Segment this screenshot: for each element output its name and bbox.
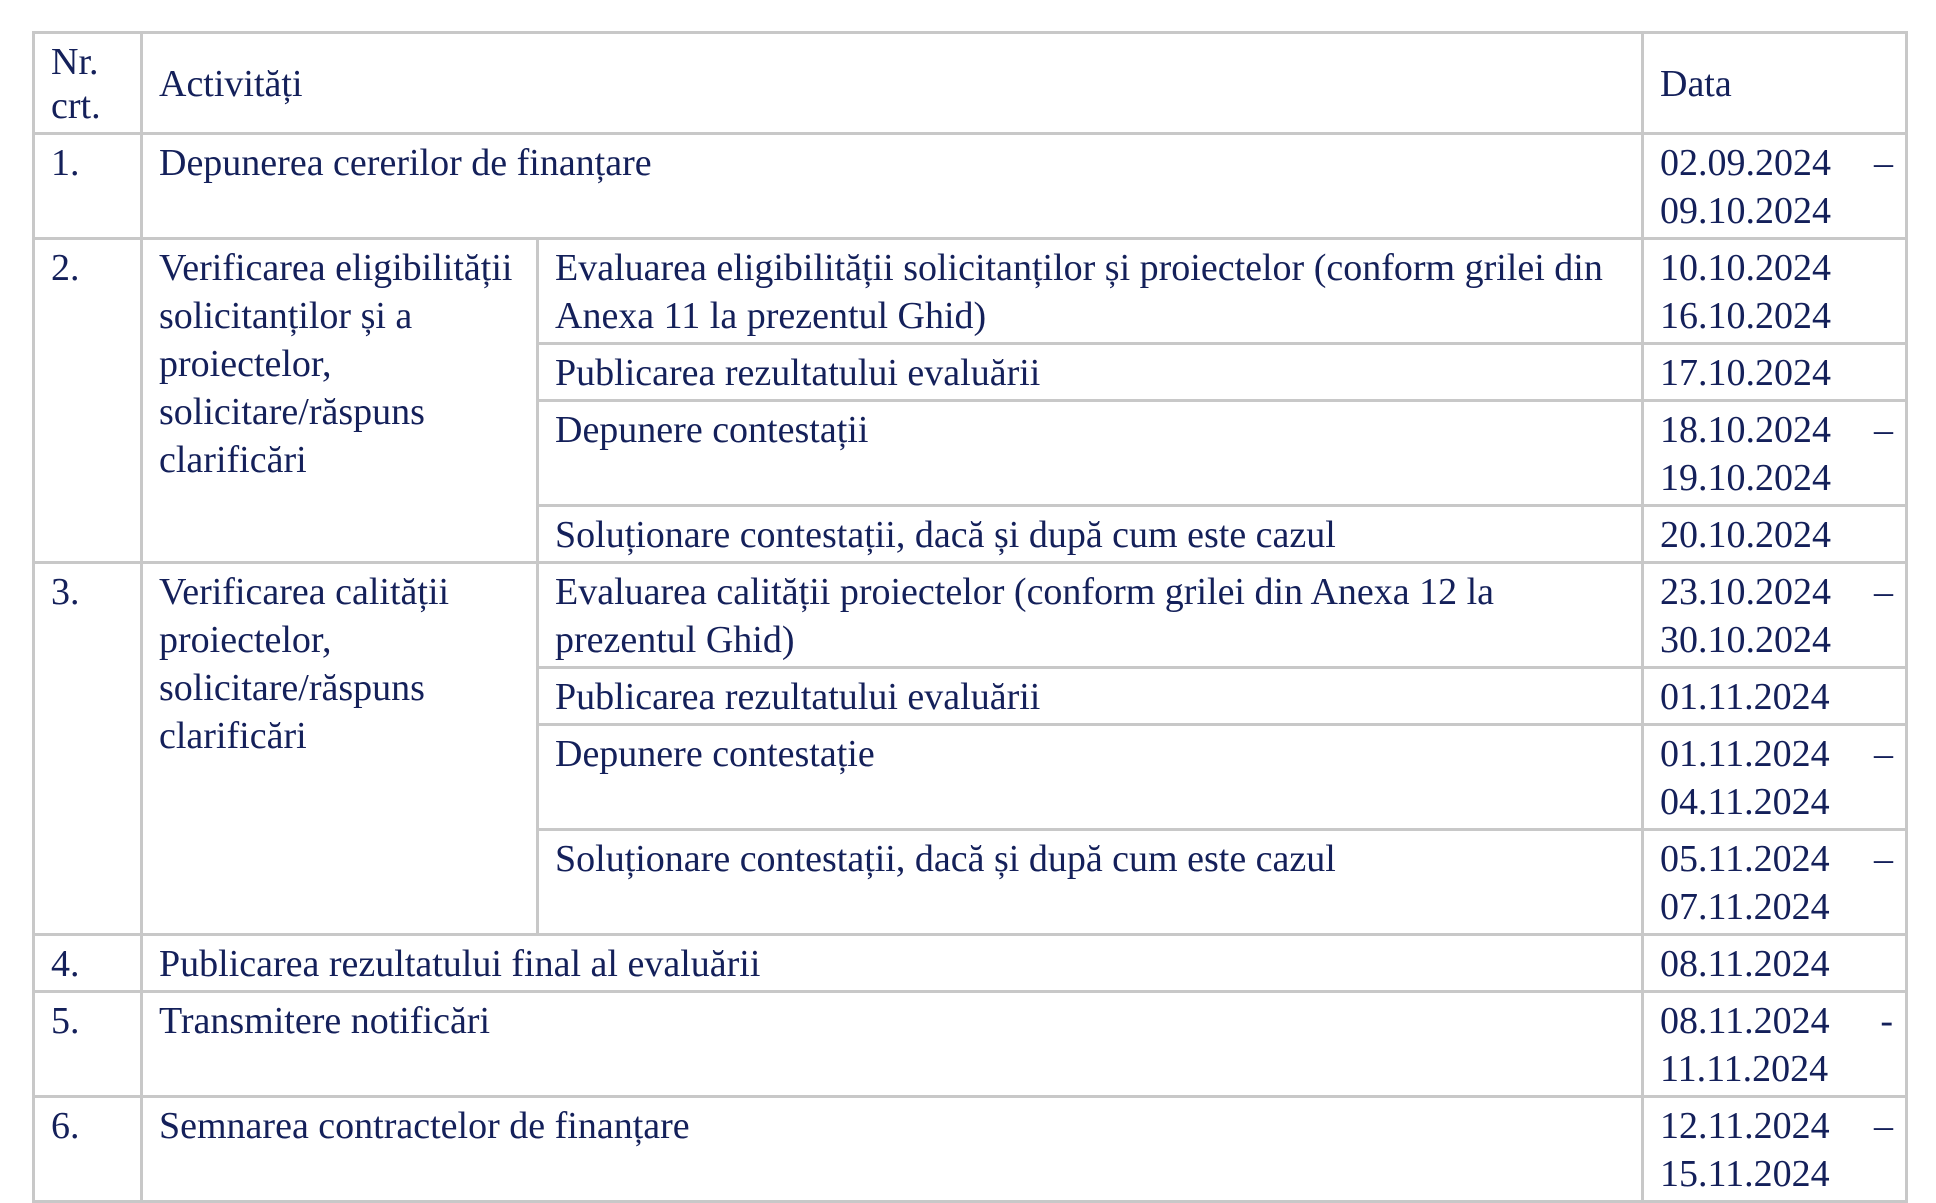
date-cell: [1643, 935, 1907, 992]
date-start: 08.11.2024: [1660, 1000, 1830, 1042]
date-cell: [1643, 134, 1907, 239]
header-nr: Nr. crt.: [34, 33, 142, 134]
date-end: 16.10.2024: [1660, 295, 1831, 337]
table-header-row: [34, 33, 1907, 134]
date-start: 20.10.2024: [1660, 514, 1831, 556]
date-separator: –: [1874, 142, 1893, 184]
sub-activity-cell: Soluționare contestații, dacă și după cum este cazul: [538, 506, 1643, 563]
date-end: 07.11.2024: [1660, 886, 1830, 928]
date-start: 18.10.2024: [1660, 409, 1831, 451]
date-cell: [1643, 830, 1907, 935]
date-start: 01.11.2024: [1660, 733, 1830, 775]
date-separator: –: [1874, 733, 1893, 775]
table-row: [34, 992, 1907, 1097]
date-cell: [1643, 668, 1907, 725]
date-start: 12.11.2024: [1660, 1105, 1830, 1147]
activity-cell: Semnarea contractelor de finanțare: [142, 1097, 1643, 1202]
date-cell: [1643, 992, 1907, 1097]
date-start: 05.11.2024: [1660, 838, 1830, 880]
table-row: [34, 1097, 1907, 1202]
date-cell: [1643, 344, 1907, 401]
activity-cell: Verificarea eligibilității solicitanților și a proiectelor, solicitare/răspuns clarificări: [142, 239, 538, 563]
date-end: 11.11.2024: [1660, 1048, 1829, 1090]
activity-cell: Verificarea calității proiectelor, solicitare/răspuns clarificări: [142, 563, 538, 935]
row-nr: 4.: [34, 935, 142, 992]
activity-cell: Publicarea rezultatului final al evaluării: [142, 935, 1643, 992]
date-separator: –: [1874, 838, 1893, 880]
sub-activity-cell: Depunere contestații: [538, 401, 1643, 506]
date-separator: –: [1874, 571, 1893, 613]
row-nr: 1.: [34, 134, 142, 239]
sub-activity-cell: Evaluarea calității proiectelor (conform grilei din Anexa 12 la prezentul Ghid): [538, 563, 1643, 668]
date-cell: [1643, 725, 1907, 830]
date-cell: [1643, 506, 1907, 563]
date-end: 09.10.2024: [1660, 190, 1831, 232]
date-separator: –: [1874, 1105, 1893, 1147]
header-activities: Activități: [142, 33, 1643, 134]
activity-cell: Transmitere notificări: [142, 992, 1643, 1097]
table-row: [34, 239, 1907, 344]
row-nr: 2.: [34, 239, 142, 563]
date-cell: [1643, 1097, 1907, 1202]
date-end: 15.11.2024: [1660, 1153, 1830, 1195]
row-nr: 3.: [34, 563, 142, 935]
row-nr: 6.: [34, 1097, 142, 1202]
sub-activity-cell: Evaluarea eligibilității solicitanților și proiectelor (conform grilei din Anexa 11 la prezentul Ghid): [538, 239, 1643, 344]
header-date: Data: [1643, 33, 1907, 134]
sub-activity-cell: Soluționare contestații, dacă și după cum este cazul: [538, 830, 1643, 935]
date-start: 08.11.2024: [1660, 943, 1830, 985]
table-row: [34, 563, 1907, 668]
date-start: 10.10.2024: [1660, 247, 1831, 289]
date-cell: [1643, 563, 1907, 668]
date-cell: [1643, 401, 1907, 506]
activity-cell: Depunerea cererilor de finanțare: [142, 134, 1643, 239]
date-start: 17.10.2024: [1660, 352, 1831, 394]
table-row: [34, 935, 1907, 992]
date-start: 01.11.2024: [1660, 676, 1830, 718]
date-separator: –: [1874, 409, 1893, 451]
sub-activity-cell: Depunere contestație: [538, 725, 1643, 830]
date-end: 19.10.2024: [1660, 457, 1831, 499]
sub-activity-cell: Publicarea rezultatului evaluării: [538, 344, 1643, 401]
date-end: 04.11.2024: [1660, 781, 1830, 823]
date-end: 30.10.2024: [1660, 619, 1831, 661]
schedule-table: [32, 31, 1908, 1203]
date-cell: [1643, 239, 1907, 344]
sub-activity-cell: Publicarea rezultatului evaluării: [538, 668, 1643, 725]
table-row: [34, 134, 1907, 239]
date-separator: -: [1880, 1000, 1893, 1042]
row-nr: 5.: [34, 992, 142, 1097]
date-start: 23.10.2024: [1660, 571, 1831, 613]
date-start: 02.09.2024: [1660, 142, 1831, 184]
